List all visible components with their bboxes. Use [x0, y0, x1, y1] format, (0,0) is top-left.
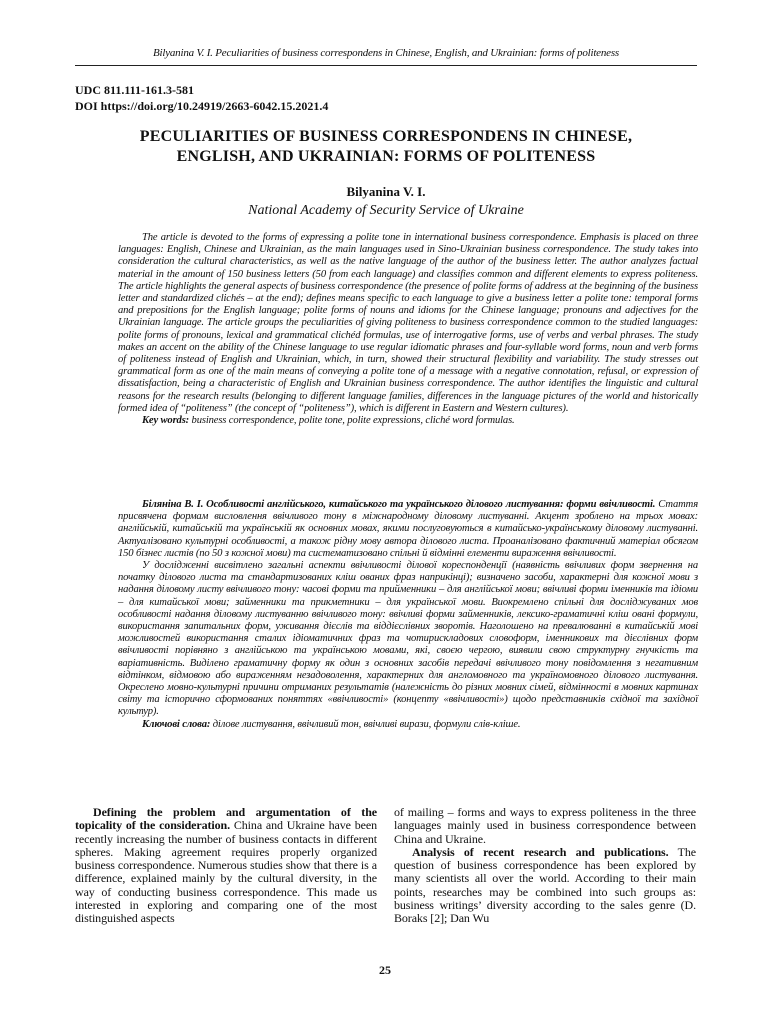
body-paragraph [75, 806, 377, 926]
keywords-text: business correspondence, polite tone, polite expressions, cliché word formulas. [189, 415, 515, 427]
body-paragraph [394, 846, 696, 926]
running-head: Bilyanina V. I. Peculiarities of business correspondens in Chinese, English, and Ukrainian: forms of politeness [152, 47, 620, 59]
abstract-text: The article is devoted to the forms of expressing a polite tone in international business correspondence. Emphasis is placed on three languages: English, Chinese and Ukrainian, as the main languages used in Sino-Ukrainian business correspondence. The study takes into consideration the cultural characteristics, as well as the native language of the author of the business letter. The author analyzes factual material in the amount of 150 business letters (50 from each language) and classifies common and different elements to express politeness. The article highlights the general aspects of business correspondence (the presence of polite forms of address at the beginning of the business letter and standardized clichés – at the end); defines means specific to each language to give a business letter a polite tone: temporal forms and prepositions for the English language; polite forms of nouns and idioms for the Chinese language; pronouns and adjectives for the Ukrainian language. The article groups the peculiarities of giving politeness to business correspondence common to the studied languages: polite forms of pronouns, lexical and grammatical clichéd formulas, use of interrogative forms, use of verbs and verbal phrases. The study makes an accent on the ability of the Chinese language to use regular idiomatic phrases and four-syllable word forms, noun and verb forms of politeness instead of English and Ukrainian, which, in turn, showed their structural flexibility and variability. The study stresses out grammatical form as one of the main means of conveying a polite tone of a message with a negative connotation, refusal, or expression of dissatisfaction, being a characteristic of English and Ukrainian business correspondence. The author identifies the linguistic and cultural reasons for the research results (belonging to different language families, differences in the language pictures of the world and historically formed idea of “politeness” (the concept of “politeness”), which is different in Eastern and Western cultures). [118, 232, 698, 414]
abstract-ukrainian [118, 499, 698, 731]
article-identifiers [75, 82, 328, 114]
abstract-english [118, 232, 698, 427]
keywords-ua-text: ділове листування, ввічливий тон, ввічливі вирази, формули слів-кліше. [210, 718, 521, 730]
keywords-ua-line [118, 719, 698, 731]
abstract-ua-lead: Біляніна В. І. Особливості англійського, китайського та українського ділового листування: форми ввічливості. [142, 499, 656, 510]
keywords-ua-label: Ключові слова: [142, 718, 211, 730]
abstract-ua-para-2: У дослідженні висвітлено загальні аспекти ввічливості ділової кореспонденції (наявність ввічливих форм звернення на початку ділового листа та стандартизованих кліш ованих фраз наприкінці); визначено засоби, характерні для кожної мови з надання діловому листу ввічливого тону: часові форми та прийменники – для англійської мови; ввічливі форми іменників та ідіоми – для китайської мови; займенники та прикметники – для української мови. Виокремлено спільні для досліджуваних мов особливості надання діловому листуванню ввічливого тону: ввічливі форми займенників, лексико-граматичні кліш овані формули, використання запитальних форм, уживання дієслів та віддієслівних зворотів. Наголошено на превалюванні в китайській мові можливостей використання сталих ідіоматичних фраз та чотирискладових словоформ, іменникових та дієслівних форм ввічливості порівняно з англійською та українською мовами, які, своєю чергою, виявили свою структурну гнучкість та варіативність. Виділено граматичну форму як один з основних засобів передачі ввічливого тону повідомлення з негативним відтінком, відмовою або вираженням незадоволення, характерних для англомовного та україномовного ділового листування. Окреслено мовно-культурні причини отриманих результатів (належність до різних мовних сімей, відмінності в мовних картинах світу та історично сформованих поняттях «ввічливості» (концепту «ввічливості») щодо представників східної та західної культур). [118, 560, 698, 718]
author-name: Bilyanina V. I. [346, 184, 426, 199]
body-text: The question of business correspondence has been explored by many scientists all over the world. According to their main points, researches may be combined into such groups as: business writings’ diversity according to the sales genre (D. Boraks [2]; Dan Wu [394, 844, 697, 926]
udc-code: UDC 811.111-161.3-581 [75, 83, 195, 97]
abstract-ua-text-1: Стаття присвячена формам висловлення ввічливого тону в міжнародному діловому листуванні. Акцент зроблено на трьох мовах: англійській, китайській та українській як основних мовах, якими послуговуються в китайсько-українському діловому листуванні. Актуалізовано культурні особливості, а також рідну мову автора ділового листа. Проаналізовано фактичний матеріал обсягом 150 бізнес листів (по 50 з кожної мови) та систематизовано спільні й відмінні елементи вираження ввічливості. [118, 499, 698, 559]
doi-link[interactable]: DOI https://doi.org/10.24919/2663-6042.15.2021.4 [75, 99, 329, 113]
keywords-label: Key words: [142, 415, 190, 427]
body-column-right [394, 806, 696, 926]
title-line-1: PECULIARITIES OF BUSINESS CORRESPONDENS IN CHINESE, [139, 128, 633, 145]
article-title [75, 127, 697, 167]
title-line-2: ENGLISH, AND UKRAINIAN: FORMS OF POLITENESS [176, 148, 596, 165]
section-heading-analysis: Analysis of recent research and publications. [412, 844, 669, 859]
body-text: China and Ukraine have been recently increasing the number of business contacts in different spheres. Making agreement requires properly organized business correspondence. Numerous studies show that there is a difference, explained mainly by the cultural diversity, in the way of conducting business correspondence. This made us interested in exploring and comparing one of the most distinguished aspects [75, 818, 377, 926]
page-number: 25 [379, 963, 391, 977]
body-column-left [75, 806, 377, 926]
section-heading-problem: Defining the problem and argumentation of the topicality of the consideration. [75, 805, 377, 833]
author-affiliation: National Academy of Security Service of Ukraine [248, 203, 524, 218]
abstract-ua-para-1 [118, 499, 698, 560]
header-rule [75, 65, 697, 66]
keywords-line [118, 415, 698, 427]
body-paragraph-continued: of mailing – forms and ways to express politeness in the three languages mainly used in business correspondence between China and Ukraine. [394, 805, 696, 846]
